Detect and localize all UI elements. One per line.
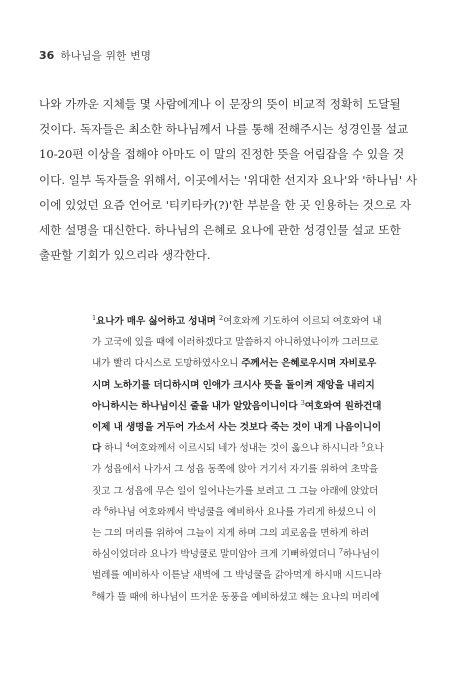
verse-number: 6 <box>104 504 109 513</box>
emphasis-text: 아니하시는 하나님이신 줄을 내가 알았음이니이다 <box>92 400 301 412</box>
quote-line <box>92 544 426 565</box>
quote-line <box>92 417 426 438</box>
quote-line <box>92 481 426 502</box>
page-number: 36 <box>39 49 55 62</box>
quote-line <box>92 311 426 332</box>
emphasis-text: 다 <box>92 443 105 455</box>
verse-number: 4 <box>125 441 130 450</box>
quote-line <box>92 587 426 608</box>
emphasis-text: 요나가 매우 싫어하고 성내며 <box>96 316 220 327</box>
quote-line <box>92 565 426 586</box>
verse-number: 7 <box>338 547 343 556</box>
body-line: 출판할 기회가 있으리라 생각한다. <box>39 248 211 263</box>
emphasis-text: 시며 노하기를 더디하시며 인애가 크시사 뜻을 돌이켜 재앙을 내리지 <box>92 379 375 391</box>
quote-text: 하나님 여호와께서 박넝쿨을 예비하사 요나를 가리게 하셨으니 이 <box>108 506 377 518</box>
quote-text: 라 <box>92 506 105 518</box>
emphasis-text: 이제 내 생명을 거두어 가소서 사는 것보다 죽는 것이 내게 나음이니이 <box>92 422 382 434</box>
emphasis-text: 여호와여 원하건대 <box>304 400 382 412</box>
quote-text: 짓고 그 성읍에 무슨 일이 일어나는가를 보려고 그 그늘 아래에 앉았더 <box>92 485 379 497</box>
body-line: 10-20편 이상을 접해야 아마도 이 말의 진정한 뜻을 어림잡을 수 있을 것 <box>39 147 405 162</box>
quote-line <box>92 353 426 374</box>
quote-text: 가 성읍에서 나가서 그 성읍 동쪽에 앉아 거기서 자기를 위하여 초막을 <box>92 464 379 476</box>
quote-text: 벌레를 예비하사 이튿날 새벽에 그 박넝쿨을 갉아먹게 하시매 시드니라 <box>92 570 382 582</box>
quote-text: 여호와께 기도하여 이르되 여호와여 내 <box>223 316 382 327</box>
verse-number: 3 <box>300 398 305 407</box>
verse-number: 5 <box>361 441 366 450</box>
quote-text: 하나님이 <box>342 549 380 561</box>
quote-text: 해가 뜰 때에 하나님이 뜨거운 동풍을 예비하셨고 해는 요나의 머리에 <box>96 591 380 603</box>
emphasis-text: 주께서는 은혜로우시며 자비로우 <box>241 358 377 370</box>
quote-text: 여호와께서 이르시되 네가 성내는 것이 옳으냐 하시니라 <box>129 443 362 455</box>
quote-line <box>92 396 426 417</box>
quote-line <box>92 523 426 544</box>
quote-text: 내가 빨리 다시스로 도망하였사오니 <box>92 358 242 370</box>
quote-line <box>92 438 426 459</box>
body-line: 나와 가까운 지체들 몇 사람에게나 이 문장의 뜻이 비교적 정확히 도달될 <box>39 97 401 111</box>
quote-text: 요나 <box>365 443 384 455</box>
running-title: 하나님을 위한 변명 <box>60 50 152 62</box>
body-paragraph <box>39 92 439 268</box>
quote-text: 가 고국에 있을 때에 이러하겠다고 말씀하지 아니하였나이까 그러므로 <box>92 337 379 349</box>
body-line: 이다. 일부 독자들을 위해서, 이곳에서는 '위대한 선지자 요나'와 '하나님' 사 <box>39 172 418 187</box>
quote-text: 하니 <box>104 443 126 455</box>
body-line: 이에 있었던 요즘 언어로 '티키타카(?)'한 부분을 한 곳 인용하는 것으로 자 <box>39 197 412 212</box>
scripture-quote <box>92 311 426 608</box>
verse-number: 2 <box>219 314 224 322</box>
verse-number: 8 <box>92 589 97 598</box>
quote-line <box>92 459 426 480</box>
quote-line <box>92 332 426 353</box>
verse-number: 1 <box>92 314 97 322</box>
quote-text: 는 그의 머리를 위하여 그늘이 지게 하며 그의 괴로움을 면하게 하려 <box>92 528 370 540</box>
running-header <box>39 48 151 63</box>
quote-line <box>92 502 426 523</box>
body-line: 것이다. 독자들은 최소한 하나님께서 나를 통해 전해주시는 성경인물 설교 <box>39 122 409 137</box>
quote-text: 하심이었더라 요나가 박넝쿨로 말미암아 크게 기뻐하였더니 <box>92 549 339 561</box>
body-line: 세한 설명을 대신한다. 하나님의 은혜로 요나에 관한 성경인물 설교 또한 <box>39 223 401 238</box>
quote-line <box>92 375 426 396</box>
